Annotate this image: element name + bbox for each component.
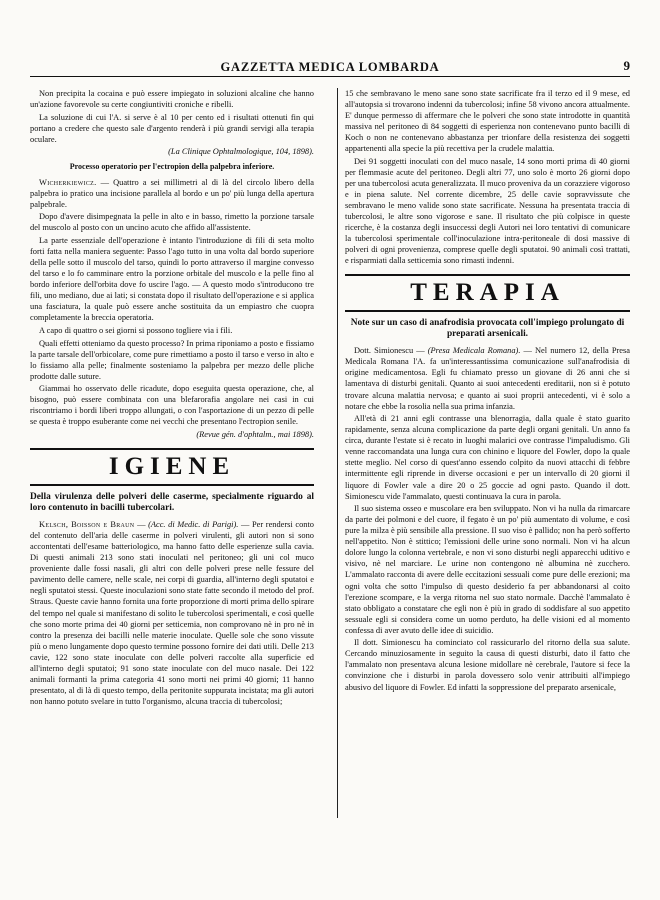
body-paragraph: La soluzione di cui l'A. si serve è al 10 per cento ed i risultati ottenuti fin qui portano a credere che questo sale d'argento renderà i più grandi servigi alla terapia oculare. [30, 112, 314, 144]
page-number: 9 [623, 58, 630, 73]
body-paragraph: Dott. Simionescu — (Presa Medicala Romana). — Nel numero 12, della Presa Medicala Romana l'A. fa un'interessantissima comunicazione sull'anafrodisia di origine medicamentosa. Egli fu chiamato presso un giovane di 26 anni che si lamentava di disturbi genitali. Quanto ai suoi antecedenti ereditarii, non si è potuto trovare alcuna malattia nervosa; e quanto ai suoi proprii antecedenti, vi è solo a notare che ebbe la rosolia nella sua prima infanzia. [345, 346, 630, 411]
paragraph-text: — Nel numero 12, della Presa Medicala Romana l'A. fa un'interessantissima comunicazione sull'anafrodisia di origine medicamentosa. Egli fu chiamato presso un giovane di 26 anni che si lamentava di disturbi genitali. Quanto ai suoi antecedenti ereditarii, non si è potuto trovare alcuna malattia nervosa; e quanto ai suoi proprii antecedenti, vi è solo a notare che ebbe la rosolia nella sua prima infanzia. [345, 346, 630, 411]
body-paragraph: Il suo sistema osseo e muscolare era ben sviluppato. Non vi ha nulla da rimarcare da parte dei polmoni e del cuore, il fegato è un po' più aumentato di volume, e così pure la milza è più sensibile alla pressione. Il suo viso è pallido; non ha però sofferto nell'appetito. Non è stittico; l'emissioni delle urine sono normali. Non vi ha alcun dolore lungo la colonna vertebrale, e non vi sono disturbi negli apparecchi uditivo e visivo, nè nel marciare. Le urine non contengono nè albumina nè zucchero. L'ammalato racconta di avere delle eccitazioni sessuali come pure delle erezioni; ma ogni volta che sotto l'impulso di questo desiderio fa per abbandonarsi al coito l'erezione scompare, e la verga ritorna nel suo stato normale. Dacchè l'ammalato è stato obbligato a constatare che egli non è più in grado di soddisfare al suo appetito sessuale egli si considera come un uomo perduto, ha delle visioni ed al momento confessa di aver avuto delle idee di suicidio. [345, 504, 630, 635]
column-divider [337, 88, 338, 818]
body-paragraph: Il dott. Simionescu ha cominciato col rassicurarlo del ritorno della sua salute. Cercando minuziosamente in seguito la causa di questi disturbi, dato il fatto che l'ammalato non presentava alcuna lesione midollare nè cerebrale, l'autore si fece la convinzione che i disturbi in parola dovessero solo venir attribuiti all'impiego abusivo del liquore di Fowler. Ed infatti la soppressione del preparato arsenicale, [345, 638, 630, 692]
body-paragraph: Quali effetti otteniamo da questo processo? In prima riponiamo a posto e fissiamo la parte tarsale dell'orbicolare, come pure rimettiamo a posto il tarso e verso in alto e lo fissiamo alla pelle; finalmente sosteniamo la palpebra per mezzo delle pliche prodotte dalle suture. [30, 338, 314, 381]
section-title-terapia: TERAPIA [345, 274, 630, 312]
body-paragraph: 15 che sembravano le meno sane sono state sacrificate fra il terzo ed il 9 mese, ed all'autopsia si trovarono indenni da tubercolosi; infine 58 vivono ancora attualmente. E' dunque permesso di affermare che le polveri che sono state introdotte in quantità massiva nel peritoneo di 84 soggetti di esperienza non contenevano punto bacilli di Koch o non ne contenevano abbastanza per trionfare della resistenza dei soggetti appartenenti alla specie la più recettiva per la crudele malattia. [345, 89, 630, 154]
journal-title: GAZZETTA MEDICA LOMBARDA [220, 60, 440, 74]
author-name: Kelsch, Boisson e Braun [39, 520, 135, 530]
venue: (Presa Medicala Romana). [427, 346, 521, 356]
body-paragraph: Kelsch, Boisson e Braun — (Acc. di Medic. di Parigi). — Per rendersi conto del contenuto dell'aria delle caserme in polveri virulenti, gli autori non si sono accontentati dell'esame batteriologico, ma hanno fatto delle esperienze sulla cavia. Di questi animali 213 sono stati inoculati nel peritoneo; gli uni col muco proveniente dalle fossi nasali, gli altri con delle polveri prese nelle fessure del pavimento delle camere, nelle scale, nei corpi di guardia, all'interno degli sputatoi e negli sputatoi stessi. Queste inoculazioni sono state fatte secondo il metodo del prof. Straus. Queste cavie hanno fornita una forte proporzione di morti prima dello spirare del tempo nel quale si manifestano di solito le tubercolosi sperimentali, e così quelle che sono morte prima dei 40 giorni per setticemia, non comprovano nè in pro nè in contro la presenza dei bacilli nelle materie inoculate. Quelle sole che sono vissute più o meno lungamente dopo questo termine possono fornire dei dati utili. Delle 213 cavie, 122 sono state inoculate con delle polveri raccolte alla superficie ed all'interno degli sputatoi; 91 sono state inoculate con del muco nasale. Dei 122 animali formanti la prima categoria 41 sono morti nei primi 40 giorni; 11 hanno presentato, al di là di questo tempo, della peritonite suppurata incistata; ma gli autori non hanno potuto svelare in tutto l'organismo, alcuna traccia di tubercolosi; [30, 520, 314, 706]
right-column [345, 88, 630, 888]
body-paragraph: A capo di quattro o sei giorni si possono togliere via i fili. [39, 325, 233, 335]
section-title-igiene: IGIENE [30, 448, 314, 486]
body-paragraph: Dopo d'avere disimpegnata la pelle in alto e in basso, rimetto la porzione tarsale del muscolo al posto con un uncino acuto che affido all'assistente. [30, 212, 314, 233]
venue: (Acc. di Medic. di Parigi). [148, 520, 239, 530]
body-paragraph [30, 177, 314, 210]
running-head [30, 60, 630, 77]
article-heading: Della virulenza delle polveri delle caserme, specialmente riguardo al loro contenuto in bacilli tubercolari. [30, 492, 314, 514]
body-paragraph: Giammai ho osservato delle ricadute, dopo eseguita questa operazione, che, al bisogno, può essere combinata con una blefarorafia angolare nei casi in cui riscontriamo i bordi liberi troppo allungati, o con l'asportazione di un pezzo di pelle se questa è troppo esuberante come nei vecchi che presentano l'ectropion senile. [30, 384, 314, 427]
body-paragraph: All'età di 21 anni egli contrasse una blenorragia, dalla quale è stato guarito rapidamente, senza alcuna complicazione da parte degli organi genitali. Un anno fa circa, durante l'estate si è recato in luoghi malarici ove contrasse l'impaludismo. Gli venne raccomandata una lunga cura con chinino e liquore del Fowler, dopo la quale stette meglio. Nel corso di quest'anno essendo colpito da nuovi attacchi di febbre intermittente egli riprende in diverse occasioni e per un intervallo di 20 giorni il liquore di Fowler vale a dire 20 o 25 goccie ad ogni pasto. Quando il dott. Simionescu vide l'ammalato, questi continuava la cura in parola. [345, 414, 630, 501]
body-paragraph: La parte essenziale dell'operazione è intanto l'introduzione di fili di seta molto forti fatta nella maniera seguente: Passo l'ago tutto in una volta dal bordo superiore della pelle sotto il muscolo del tarso, quindi lo porto attraverso il margine convesso del tarso e lo fo camminare entro la porzione orbitale del muscolo e la pelle fino al bordo inferiore dell'orbita dove fo uscire l'ago. — A questo modo s'introducono tre fili, uno mediano, due ai lati; si constata dopo il risultato dell'operazione e si applica una fasciatura, la quale può essere anche sostituita da un empiastro che cuopra completamente la breccia operatoria. [30, 235, 314, 323]
body-paragraph: Dei 91 soggetti inoculati con del muco nasale, 14 sono morti prima di 40 giorni per flemmasie acute del peritoneo. Degli altri 77, uno solo è morto 26 giorni dopo per una tubercolosi acuta generalizzata. Il muco proveniva da un corazziere vigoroso e in piena salute. Nel corrente dicembre, 25 delle cavie sopravvissute che sembravano le meno valide sono state sacrificate. Nessuna ha presentata traccia di tubercolosi, le altre sono vigorose e sane. Il risultato che più colpisce in queste ricerche, è la costanza degli insuccessi degli Autori nei loro tentativi di comunicare la tubercolosi sperimentale coll'inoculazione intra-peritoneale di dosi massive di polveri di ogni provenienza, comprese quelle degli sputatoi. 90 animali così trattati, e risparmiati dalla setticemia sono rimasti indenni. [345, 156, 630, 266]
article-heading: Processo operatorio per l'ectropion della palpebra inferiore. [69, 162, 275, 172]
source-citation: (La Clinique Ophtalmologique, 104, 1898). [168, 147, 314, 157]
author-name: Dott. Simionescu [354, 346, 414, 356]
body-paragraph: Non precipita la cocaina e può essere impiegato in soluzioni alcaline che hanno un'azione favorevole su certe congiuntiviti croniche e ribelli. [30, 89, 314, 110]
source-citation: (Revue gén. d'ophtalm., mai 1898). [196, 430, 314, 440]
left-column [30, 88, 314, 888]
paragraph-text: — Per rendersi conto del contenuto dell'aria delle caserme in polveri virulenti, gli autori non si sono accontentati dell'esame batteriologico, ma hanno fatto delle esperienze sulla cavia. Di questi animali 213 sono stati inoculati nel peritoneo; gli uni col muco proveniente dalle fossi nasali, gli altri con delle polveri prese nelle fessure del pavimento delle camere, nelle scale, nei corpi di guardia, all'interno degli sputatoi e negli sputatoi stessi. Queste inoculazioni sono state fatte secondo il metodo del prof. Straus. Queste cavie hanno fornita una forte proporzione di morti prima dello spirare del tempo nel quale si manifestano di solito le tubercolosi sperimentali, e così quelle che sono morte prima dei 40 giorni per setticemia, non comprovano nè in pro nè in contro la presenza dei bacilli nelle materie inoculate. Quelle sole che sono vissute più o meno lungamente dopo questo termine possono fornire dei dati utili. Delle 213 cavie, 122 sono state inoculate con delle polveri raccolte alla superficie ed all'interno degli sputatoi; 91 sono state inoculate con del muco nasale. Dei 122 animali formanti la prima categoria 41 sono morti nei primi 40 giorni; 11 hanno presentato, al di là di questo tempo, della peritonite suppurata incistata; ma gli autori non hanno potuto svelare in tutto l'organismo, alcuna traccia di tubercolosi; [30, 520, 314, 706]
author-name: Wicherkiewicz. [39, 177, 97, 187]
paragraph-text: — Quattro a sei millimetri al di là del circolo libero della palpebra io pratico una incisione parallela al bordo e un po' più lunga della apertura palpebrale. [30, 177, 314, 209]
article-heading: Note sur un caso di anafrodisia provocata coll'impiego prolungato di preparati arsenicali. [350, 318, 625, 340]
